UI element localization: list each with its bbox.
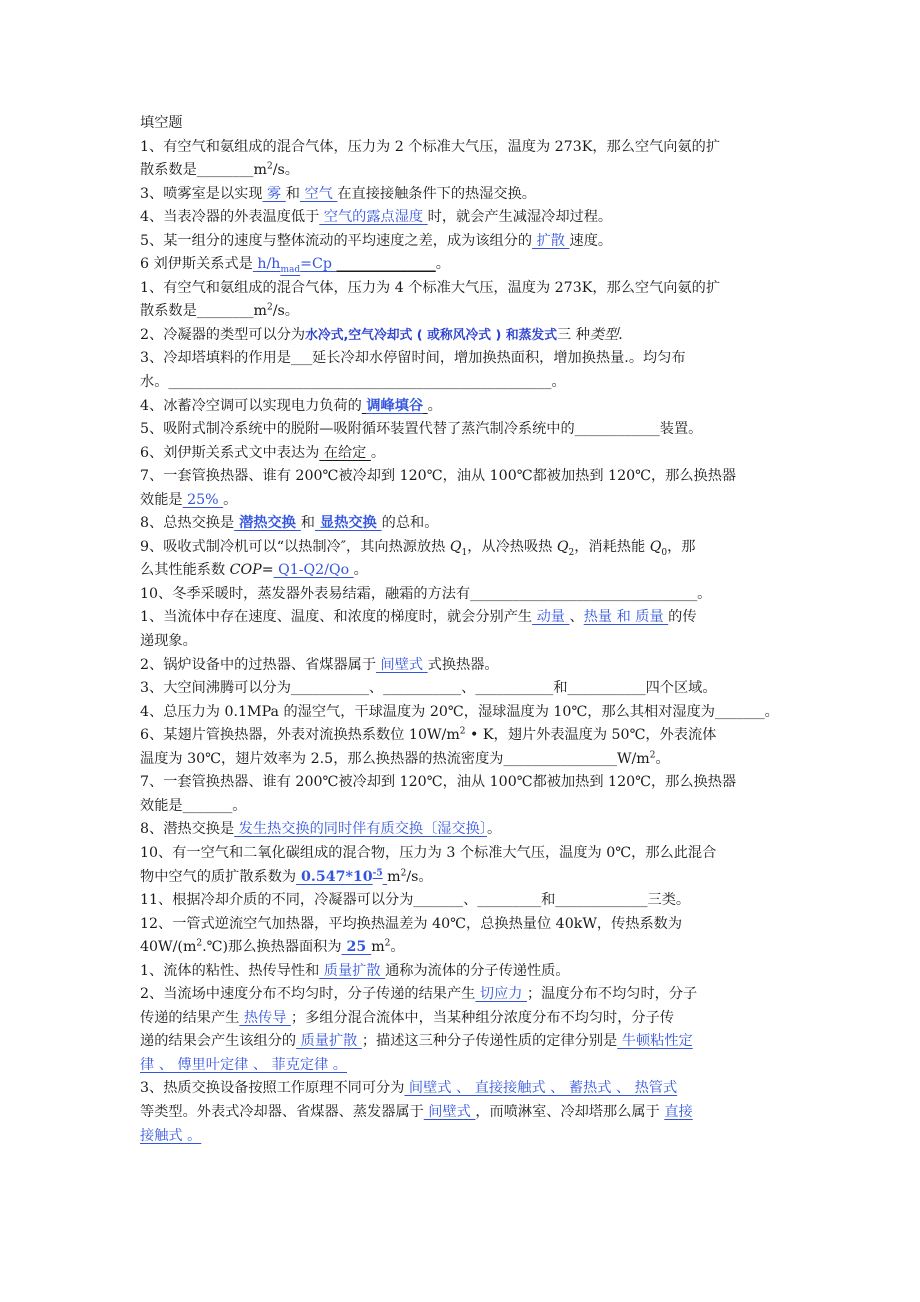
text-line: [140, 654, 785, 678]
question-text: • K，翅片外表温度为 50℃，外表流体: [465, 727, 717, 744]
question-text: 散系数是________m: [140, 303, 267, 320]
question-text: 散系数是________m: [140, 162, 267, 179]
answer-text: 牛顿粘性定: [617, 1033, 693, 1050]
text-line: [140, 465, 785, 489]
question-text: 4、冰蓄冷空调可以实现电力负荷的: [140, 397, 362, 414]
question-text: 2: [196, 938, 203, 949]
answer-text: 25: [341, 939, 372, 956]
question-text: 10、有一空气和二氧化碳组成的混合物，压力为 3 个标准大气压，温度为 0℃，那么此混合: [140, 844, 717, 861]
question-text: 和: [300, 515, 315, 532]
document-page: [140, 112, 785, 1148]
answer-text: 直接: [664, 1103, 693, 1120]
text-line: [140, 1030, 785, 1054]
text-line: [140, 818, 785, 842]
question-text: ；温度分布不均匀时，分子: [526, 986, 698, 1003]
text-line: [140, 1054, 785, 1078]
question-text: 3、冷却塔填料的作用是___延长冷却水停留时间，增加换热面积，增加换热量.。均匀布: [140, 350, 686, 367]
question-text: 2: [384, 938, 391, 949]
text-line: [140, 347, 785, 371]
question-text: ；描述这三种分子传递性质的定律分别是: [361, 1033, 618, 1050]
question-text: 6 刘伊斯关系式是: [140, 256, 253, 273]
text-line: [140, 983, 785, 1007]
italic-text: 类型.: [589, 326, 623, 343]
question-text: 7、一套管换热器、谁有 200℃被冷却到 120℃，油从 100℃都被加热到 120℃，那么换热器: [140, 468, 737, 485]
italic-text: Q: [649, 538, 662, 555]
question-text: ；多组分混合流体中，当某种组分浓度分布不均匀时，分子传: [290, 1009, 674, 1026]
question-text: 效能是: [140, 491, 183, 508]
text-line: [140, 889, 785, 913]
question-text: .℃)那么换热器面积为: [202, 939, 342, 956]
question-text: 通称为流体的分子传递性质。: [385, 962, 570, 979]
question-text: 、: [569, 609, 584, 626]
question-list: [140, 136, 785, 1149]
question-text: 。: [486, 821, 502, 838]
question-text: 水。______________________________________________________。: [140, 374, 566, 391]
answer-text: 空气: [299, 185, 338, 202]
text-line: [140, 748, 785, 772]
question-text: 6、某翅片管换热器，外表对流换热系数位 10W/m: [140, 727, 460, 744]
question-text: 2: [568, 547, 575, 558]
text-line: [140, 771, 785, 795]
text-line: [140, 442, 785, 466]
answer-text: 间壁式 、 直接接触式 、 蓄热式 、 热管式: [404, 1080, 678, 1097]
question-text: 1、有空气和氨组成的混合气体，压力为 2 个标准大气压，温度为 273K，那么空气向氨的扩: [140, 138, 721, 155]
answer-text: 25%: [182, 491, 224, 508]
question-text: /s。: [272, 162, 299, 179]
answer-text: mad: [280, 265, 301, 276]
question-text: 3、喷雾室是以实现: [140, 185, 263, 202]
answer-text: 扩散: [532, 232, 570, 249]
question-text: 。: [427, 397, 442, 414]
question-text: 1、有空气和氨组成的混合气体，压力为 4 个标准大气压，温度为 273K，那么空气向氨的扩: [140, 279, 721, 296]
answer-text: 0.547*10: [296, 868, 373, 885]
text-line: [140, 136, 785, 160]
answer-text: 质量扩散: [319, 962, 386, 979]
question-text: 。: [655, 750, 670, 767]
question-text: 。: [370, 444, 386, 461]
text-line: [140, 936, 785, 960]
question-text: 递的结果会产生该组分的: [140, 1033, 297, 1050]
question-text: 3、大空间沸腾可以分为___________、___________、___________和___________四个区域。: [140, 680, 717, 697]
text-line: [140, 630, 785, 654]
answer-text: -5: [372, 867, 383, 878]
section-heading: 填空题: [140, 115, 183, 131]
text-line: [140, 842, 785, 866]
question-text: /s。: [406, 868, 433, 885]
text-line: [140, 183, 785, 207]
question-text: 2、锅炉设备中的过热器、省煤器属于: [140, 656, 377, 673]
question-text: 和: [285, 185, 300, 202]
blank-underline: ______________: [336, 256, 436, 273]
question-text: 1、当流体中存在速度、温度、和浓度的梯度时，就会分别产生: [140, 609, 533, 626]
question-text: 2: [459, 726, 466, 737]
text-line: [140, 159, 785, 183]
answer-text: 接触式 。: [140, 1127, 202, 1144]
text-line: [140, 583, 785, 607]
text-line: [140, 724, 785, 748]
answer-text: =Cp: [300, 256, 337, 273]
question-text: 0: [661, 547, 668, 558]
question-text: 的传: [668, 609, 697, 626]
text-line: [140, 913, 785, 937]
text-line: [140, 418, 785, 442]
question-text: 6、刘伊斯关系式文中表达为: [140, 444, 320, 461]
blank-underline: 在给定: [319, 444, 371, 461]
text-line: [140, 1101, 785, 1125]
question-text: 10、冬季采暖时，蒸发器外表易结霜，融霜的方法有________________________________。: [140, 585, 712, 602]
text-line: [140, 277, 785, 301]
text-line: [140, 1125, 785, 1149]
answer-text: 热量 和 质量: [583, 609, 669, 626]
text-line: [140, 960, 785, 984]
answer-text: 质量扩散: [296, 1033, 362, 1050]
question-text: m: [371, 939, 385, 956]
question-text: ，而喷淋室、冷却塔那么属于: [475, 1103, 665, 1120]
question-text: 递现象。: [140, 633, 197, 650]
question-text: 4、当表冷器的外表温度低于: [140, 209, 320, 226]
question-text: 等类型。外表式冷却器、省煤器、蒸发器属于: [140, 1103, 424, 1120]
answer-text: 显热交换: [315, 515, 382, 532]
text-line: [140, 371, 785, 395]
question-text: 三 种: [557, 326, 590, 343]
answer-text: 动量: [532, 609, 570, 626]
question-text: 8、潜热交换是: [140, 821, 235, 838]
question-text: 2: [266, 161, 273, 172]
question-text: 5、某一组分的速度与整体流动的平均速度之差，成为该组分的: [140, 232, 533, 249]
question-text: ，从冷热吸热: [467, 538, 557, 555]
italic-text: COP: [229, 562, 262, 579]
question-text: 物中空气的质扩散系数为: [140, 868, 297, 885]
question-text: 时，就会产生减湿冷却过程。: [427, 209, 613, 226]
question-text: =: [261, 562, 274, 579]
answer-text: 空气的露点湿度: [319, 209, 428, 226]
text-line: [140, 230, 785, 254]
question-text: 3、热质交换设备按照工作原理不同可分为: [140, 1080, 405, 1097]
question-text: 2、冷凝器的类型可以分为: [140, 326, 306, 343]
question-text: 。: [435, 256, 450, 273]
question-text: /s。: [272, 303, 299, 320]
question-text: 在直接接触条件下的热湿交换。: [337, 185, 536, 202]
text-line: [140, 512, 785, 536]
text-line: [140, 866, 785, 890]
text-line: [140, 324, 785, 348]
question-text: m: [387, 868, 401, 885]
answer-text: h/h: [252, 256, 281, 273]
question-text: 2: [400, 867, 407, 878]
question-text: 。: [223, 491, 238, 508]
question-text: 温度为 30℃，翅片效率为 2.5，那么换热器的热流密度为________________W/m: [140, 750, 650, 767]
question-text: 4、总压力为 0.1MPa 的湿空气，干球温度为 20℃，湿球温度为 10℃，那么其相对湿度为_______。: [140, 703, 779, 720]
question-text: 的总和。: [381, 515, 439, 532]
question-text: 1、流体的粘性、热传导性和: [140, 962, 320, 979]
question-text: 5、吸附式制冷系统中的脱附—吸附循环装置代替了蒸汽制冷系统中的____________装置。: [140, 421, 703, 438]
question-text: 40W/(m: [140, 939, 197, 956]
question-text: 么其性能系数: [140, 562, 230, 579]
answer-text: 调峰填谷: [366, 397, 424, 414]
question-text: 11、根据冷却介质的不同，冷凝器可以分为_______、_________和_____________三类。: [140, 892, 691, 909]
answer-text: 雾: [262, 185, 286, 202]
question-text: ，消耗热能: [574, 538, 650, 555]
text-line: [140, 559, 785, 583]
answer-text: Q1-Q2/Qo: [273, 562, 354, 579]
italic-text: Q: [556, 538, 569, 555]
text-line: [140, 677, 785, 701]
text-line: [140, 701, 785, 725]
text-line: [140, 606, 785, 630]
question-text: 2: [649, 750, 656, 761]
answer-text: 切应力: [475, 986, 527, 1003]
text-line: [140, 395, 785, 419]
answer-text: 热传导: [239, 1009, 291, 1026]
answer-text: 间壁式: [376, 656, 428, 673]
text-line: [140, 489, 785, 513]
italic-text: Q: [449, 538, 462, 555]
question-text: 12、一管式逆流空气加热器，平均换热温差为 40℃，总换热量位 40kW，传热系数为: [140, 915, 683, 932]
text-line: [140, 1007, 785, 1031]
text-line: [140, 206, 785, 230]
text-line: [140, 795, 785, 819]
text-line: [140, 253, 785, 277]
text-line: [140, 536, 785, 560]
answer-text: 发生热交换的同时伴有质交换〔湿交换〕: [234, 821, 487, 838]
answer-text: 间壁式: [423, 1103, 476, 1120]
question-text: 7、一套管换热器、谁有 200℃被冷却到 120℃，油从 100℃都被加热到 120℃，那么换热器: [140, 774, 737, 791]
question-text: 式换热器。: [427, 656, 499, 673]
answer-text: 潜热交换: [234, 515, 301, 532]
question-text: 9、吸收式制冷机可以“以热制冷″，其向热源放热: [140, 538, 450, 555]
question-text: 8、总热交换是: [140, 515, 235, 532]
question-text: 效能是_______。: [140, 797, 247, 814]
text-line: [140, 1077, 785, 1101]
question-text: 。: [353, 562, 368, 579]
text-line: [140, 300, 785, 324]
question-text: ，那: [667, 538, 696, 555]
question-text: 2: [266, 302, 273, 313]
question-text: 传递的结果产生: [140, 1009, 240, 1026]
answer-text: 律 、 傅里叶定律 、 菲克定律 。: [140, 1056, 347, 1073]
question-text: 。: [390, 939, 405, 956]
question-text: 速度。: [569, 232, 613, 249]
answer-text: 水冷式,空气冷却式 ( 或称风冷式 ) 和蒸发式: [305, 327, 558, 343]
question-text: 2、当流场中速度分布不均匀时，分子传递的结果产生: [140, 986, 476, 1003]
question-text: 1: [461, 547, 468, 558]
